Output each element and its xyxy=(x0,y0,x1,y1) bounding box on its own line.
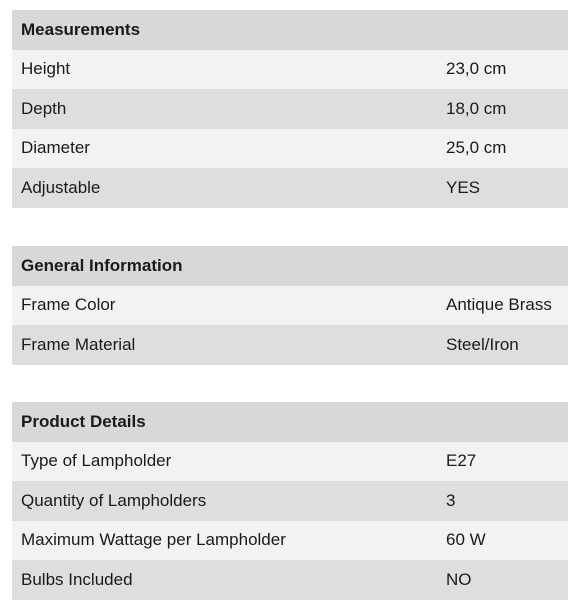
row-value: 18,0 cm xyxy=(446,98,507,118)
row-value: 25,0 cm xyxy=(446,138,507,158)
table-row xyxy=(12,168,568,208)
product-details-table xyxy=(12,402,568,600)
general-information-header xyxy=(12,246,568,286)
measurements-header xyxy=(12,10,568,50)
row-label: Bulbs Included xyxy=(21,569,133,589)
table-row xyxy=(12,481,568,521)
row-label: Frame Material xyxy=(21,334,136,354)
row-value: Antique Brass xyxy=(446,295,552,315)
product-details-header xyxy=(12,402,568,442)
row-value: 23,0 cm xyxy=(446,59,507,79)
section-title: General Information xyxy=(21,255,183,275)
row-label: Maximum Wattage per Lampholder xyxy=(21,530,286,550)
row-label: Depth xyxy=(21,98,67,118)
table-row xyxy=(12,442,568,482)
row-value: 3 xyxy=(446,490,456,510)
row-label: Adjustable xyxy=(21,177,101,197)
table-row xyxy=(12,129,568,169)
row-value: YES xyxy=(446,177,481,197)
row-label: Type of Lampholder xyxy=(21,451,172,471)
table-row xyxy=(12,89,568,129)
table-row xyxy=(12,521,568,561)
row-value: NO xyxy=(446,569,472,589)
row-value: E27 xyxy=(446,451,477,471)
section-title: Product Details xyxy=(21,411,146,431)
row-value: Steel/Iron xyxy=(446,334,519,354)
row-label: Frame Color xyxy=(21,295,116,315)
table-row xyxy=(12,50,568,90)
row-value: 60 W xyxy=(446,530,486,550)
general-information-table xyxy=(12,246,568,365)
section-title: Measurements xyxy=(21,19,141,39)
row-label: Quantity of Lampholders xyxy=(21,490,207,510)
table-row xyxy=(12,325,568,365)
row-label: Diameter xyxy=(21,138,90,158)
measurements-table xyxy=(12,10,568,208)
table-row xyxy=(12,560,568,600)
table-row xyxy=(12,286,568,326)
row-label: Height xyxy=(21,59,71,79)
